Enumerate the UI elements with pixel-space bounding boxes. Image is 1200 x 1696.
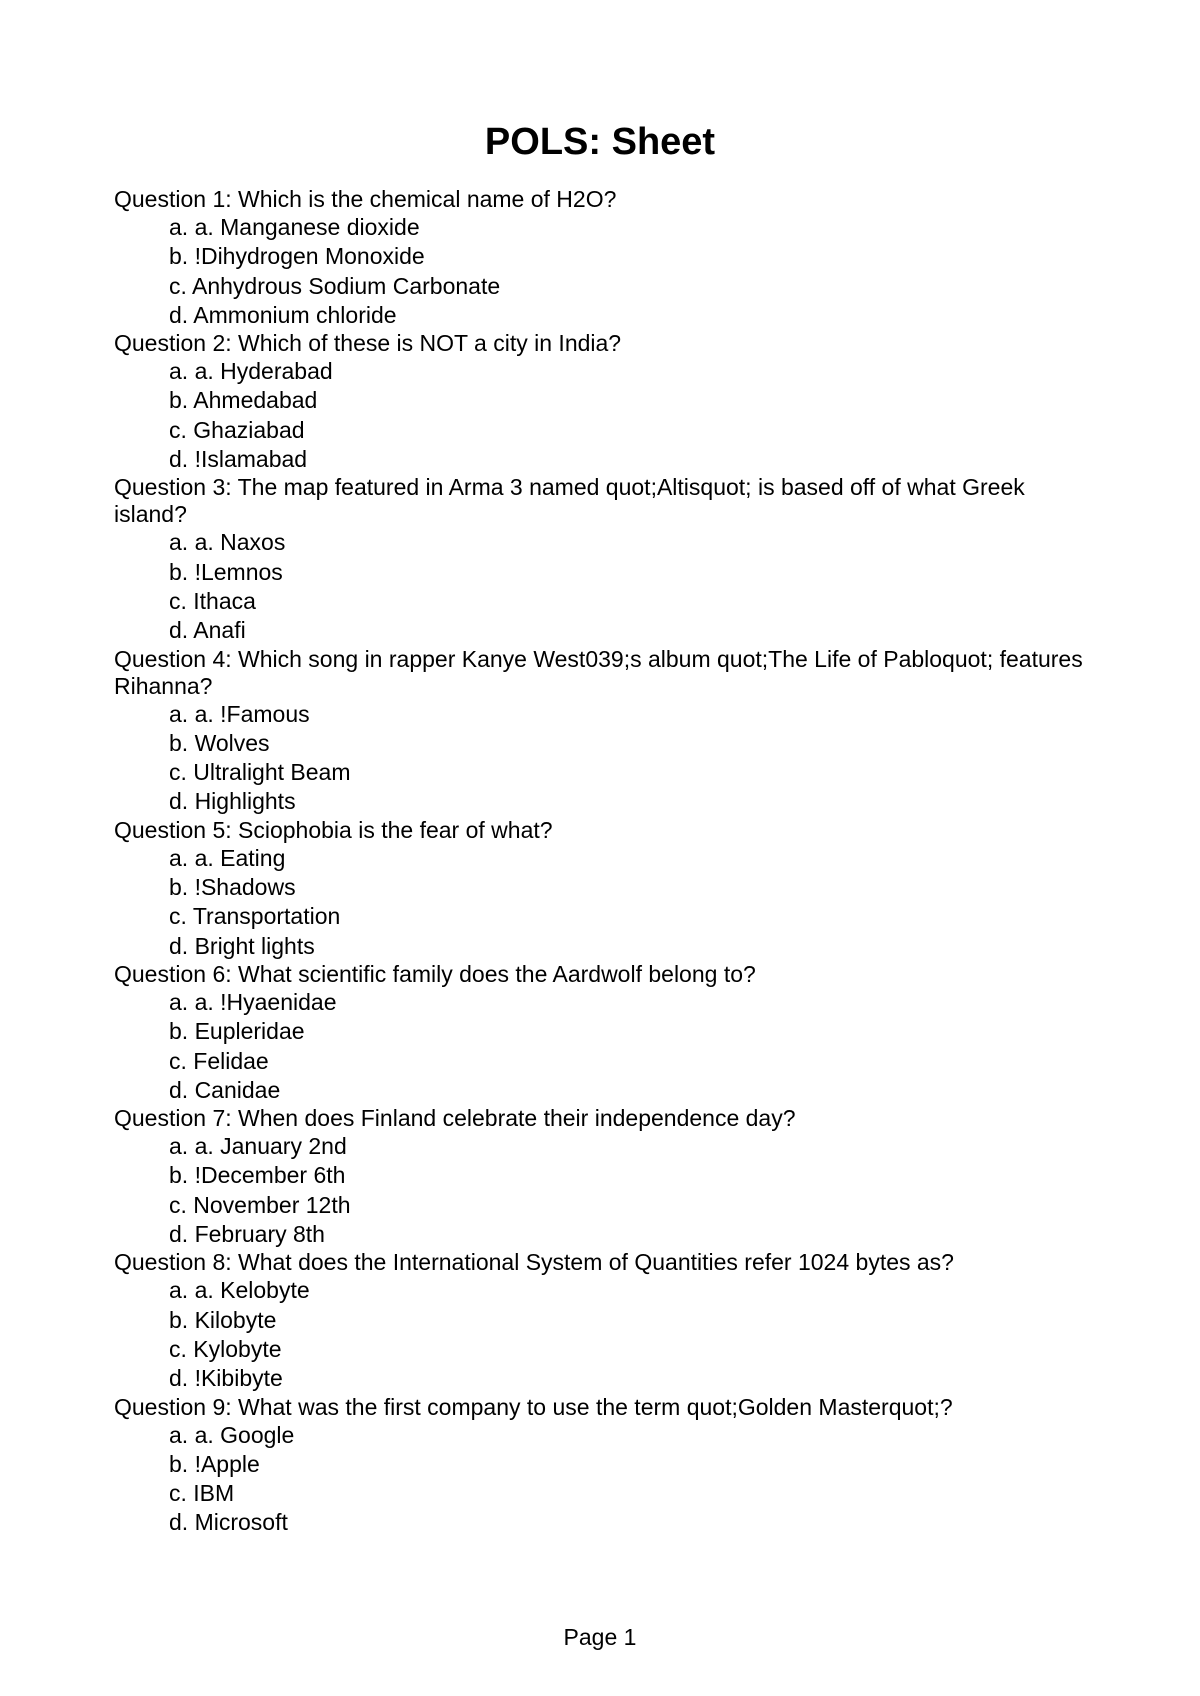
answer-option: c. Kylobyte	[169, 1335, 282, 1362]
question-block	[114, 474, 1094, 645]
answer-option: c. Ultralight Beam	[169, 759, 351, 786]
answer-option: a. a. Hyderabad	[169, 358, 333, 385]
option-list	[114, 1132, 1094, 1249]
page-number: Page 1	[563, 1624, 637, 1650]
answer-option: c. November 12th	[169, 1191, 351, 1218]
option-list	[114, 213, 1094, 330]
answer-option: c. Felidae	[169, 1047, 269, 1074]
option-list	[114, 357, 1094, 474]
question-text: Question 9: What was the first company to use the term quot;Golden Masterquot;?	[114, 1393, 953, 1420]
option-list	[114, 528, 1094, 645]
question-block	[114, 1394, 1094, 1538]
answer-option: a. a. Naxos	[169, 529, 286, 556]
answer-option: d. Anafi	[169, 617, 246, 644]
question-list	[114, 186, 1094, 1538]
answer-option: c. Ghaziabad	[169, 416, 305, 443]
question-block	[114, 961, 1094, 1105]
question-text: Question 5: Sciophobia is the fear of what?	[114, 816, 553, 843]
question-block	[114, 186, 1094, 330]
question-text: Question 4: Which song in rapper Kanye West039;s album quot;The Life of Pabloquot; features Rihanna?	[114, 645, 1083, 699]
question-text: Question 1: Which is the chemical name of H2O?	[114, 186, 617, 212]
page-title: POLS: Sheet	[484, 121, 716, 163]
answer-option: b. !Dihydrogen Monoxide	[169, 243, 425, 270]
answer-option: a. a. Google	[169, 1421, 295, 1448]
answer-option: c. IBM	[169, 1480, 235, 1507]
answer-option: a. a. !Famous	[169, 700, 310, 727]
question-block	[114, 646, 1094, 817]
answer-option: d. Highlights	[169, 788, 296, 815]
answer-option: b. !December 6th	[169, 1162, 346, 1189]
option-list	[114, 1276, 1094, 1393]
answer-option: a. a. Eating	[169, 844, 286, 871]
answer-option: a. a. Kelobyte	[169, 1277, 310, 1304]
answer-option: d. February 8th	[169, 1221, 325, 1248]
answer-option: b. !Lemnos	[169, 558, 283, 585]
question-block	[114, 1105, 1094, 1249]
answer-option: d. Microsoft	[169, 1509, 288, 1536]
answer-option: c. Transportation	[169, 903, 341, 930]
answer-option: b. Eupleridae	[169, 1018, 305, 1045]
answer-option: b. Kilobyte	[169, 1306, 277, 1333]
answer-option: c. Ithaca	[169, 587, 256, 614]
question-text: Question 7: When does Finland celebrate their independence day?	[114, 1105, 796, 1132]
answer-option: b. Ahmedabad	[169, 387, 318, 414]
option-list	[114, 844, 1094, 961]
answer-option: b. !Shadows	[169, 874, 296, 901]
answer-option: d. !Islamabad	[169, 446, 308, 473]
answer-option: d. Canidae	[169, 1076, 281, 1103]
answer-option: d. !Kibibyte	[169, 1365, 283, 1392]
question-text: Question 3: The map featured in Arma 3 named quot;Altisquot; is based off of what Greek island?	[114, 474, 1025, 528]
option-list	[114, 1421, 1094, 1538]
answer-option: a. a. January 2nd	[169, 1133, 347, 1160]
answer-option: b. Wolves	[169, 729, 270, 756]
question-block	[114, 817, 1094, 961]
answer-option: b. !Apple	[169, 1450, 260, 1477]
question-block	[114, 1249, 1094, 1393]
question-text: Question 8: What does the International System of Quantities refer 1024 bytes as?	[114, 1249, 954, 1276]
answer-option: d. Bright lights	[169, 932, 315, 959]
question-text: Question 6: What scientific family does the Aardwolf belong to?	[114, 960, 756, 987]
option-list	[114, 700, 1094, 817]
question-text: Question 2: Which of these is NOT a city in India?	[114, 330, 622, 357]
answer-option: d. Ammonium chloride	[169, 301, 397, 328]
answer-option: a. a. !Hyaenidae	[169, 988, 337, 1015]
answer-option: c. Anhydrous Sodium Carbonate	[169, 272, 501, 299]
answer-option: a. a. Manganese dioxide	[169, 214, 420, 240]
option-list	[114, 988, 1094, 1105]
question-block	[114, 330, 1094, 474]
